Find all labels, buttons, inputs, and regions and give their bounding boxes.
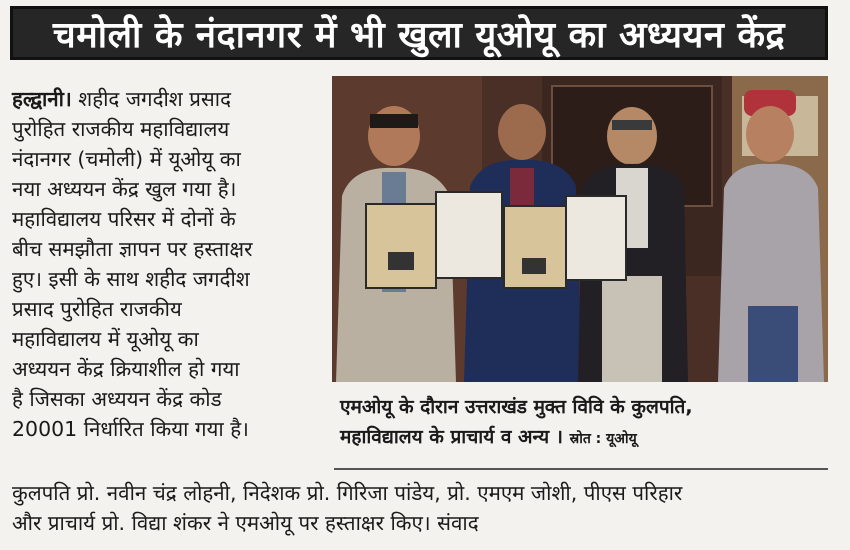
- photo-source: स्रोत : यूओयू: [569, 431, 637, 447]
- caption-text: महाविद्यालय के प्राचार्य व अन्य ।: [340, 426, 563, 448]
- article-line-4: नया अध्ययन केंद्र खुल गया है।: [12, 177, 237, 201]
- article-line-2: पुरोहित राजकीय महाविद्यालय: [12, 117, 230, 141]
- dateline: हल्द्वानी।: [12, 87, 72, 111]
- article-line-8: प्रसाद पुरोहित राजकीय: [12, 297, 182, 321]
- headline: चमोली के नंदानगर में भी खुला यूओयू का अध्ययन केंद्र: [52, 14, 786, 56]
- article-line-3: नंदानगर (चमोली) में यूओयू का: [12, 147, 241, 171]
- continuation-line-1: कुलपति प्रो. नवीन चंद्र लोहनी, निदेशक प्रो. गिरिजा पांडेय, प्रो. एमएम जोशी, पीएस परिहार: [12, 481, 683, 505]
- article-line-7: हुए। इसी के साथ शहीद जगदीश: [12, 267, 250, 291]
- caption-line-2: [340, 422, 830, 454]
- article-line-10: अध्ययन केंद्र क्रियाशील हो गया: [12, 357, 240, 381]
- photo-illustration: [332, 76, 828, 382]
- article-line-9: महाविद्यालय में यूओयू का: [12, 327, 199, 351]
- caption-divider: [334, 468, 828, 470]
- article-continuation: [12, 478, 838, 538]
- article-line-5: महाविद्यालय परिसर में दोनों के: [12, 207, 236, 231]
- article-line-1: [12, 84, 330, 114]
- article-body: [12, 84, 330, 444]
- article-line-12: 20001 निर्धारित किया गया है।: [12, 417, 249, 441]
- continuation-line-2: और प्राचार्य प्रो. विद्या शंकर ने एमओयू पर हस्ताक्षर किए। संवाद: [12, 511, 479, 535]
- article-text: शहीद जगदीश प्रसाद: [78, 87, 231, 111]
- article-line-6: बीच समझौता ज्ञापन पर हस्ताक्षर: [12, 237, 253, 261]
- article-line-11: है जिसका अध्ययन केंद्र कोड: [12, 387, 222, 411]
- photo-caption: [340, 392, 830, 454]
- caption-line-1: एमओयू के दौरान उत्तराखंड मुक्त विवि के कुलपति,: [340, 396, 693, 418]
- news-photo: [332, 76, 828, 382]
- headline-banner: [10, 6, 828, 60]
